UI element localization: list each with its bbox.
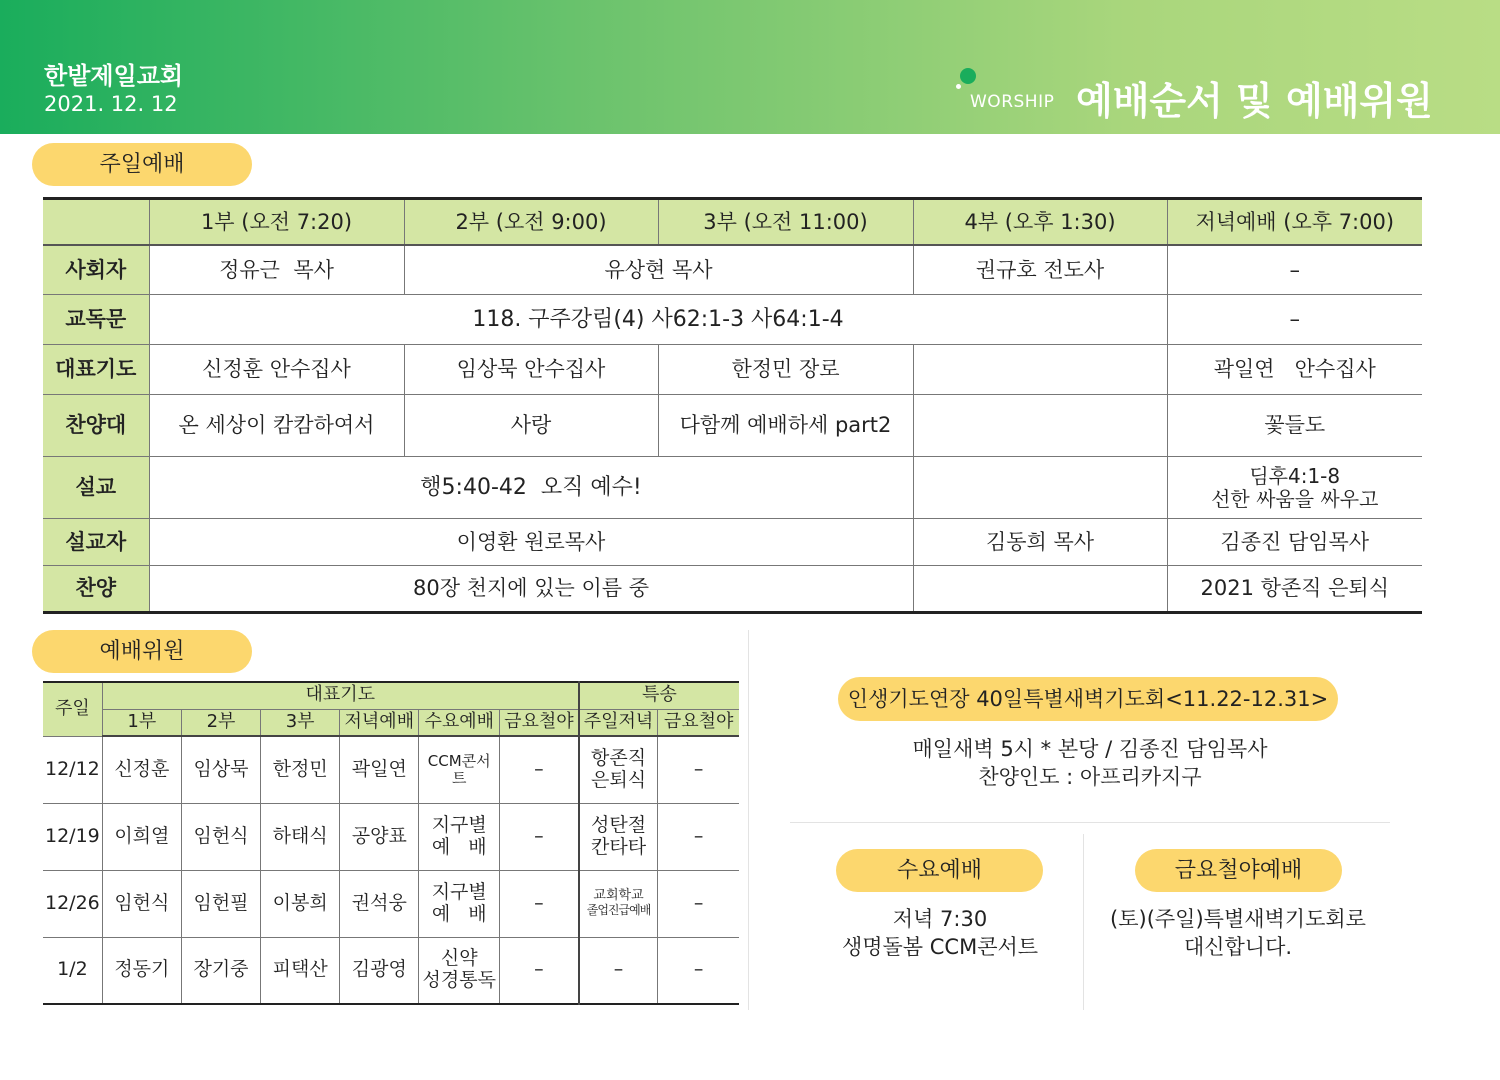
page-header <box>0 0 1500 134</box>
table-cell: 하태식 <box>261 803 340 870</box>
table-cell <box>419 937 500 1004</box>
table-cell: 신정훈 안수집사 <box>149 345 404 395</box>
header-cell: 1부 <box>102 709 181 736</box>
cell-line: 항존직 <box>591 746 647 769</box>
cell-line: 칸타타 <box>591 835 647 858</box>
header-cell: 주일 <box>43 682 102 736</box>
table-cell <box>579 736 658 803</box>
church-name: 한밭제일교회 <box>44 62 184 90</box>
worship-staff-table <box>43 681 739 1005</box>
friday-worship-label: 금요철야예배 <box>1135 849 1342 892</box>
table-row <box>43 519 1422 566</box>
table-cell: – <box>1167 245 1422 295</box>
table-cell: – <box>658 937 739 1004</box>
table-row <box>43 803 739 870</box>
wednesday-line: 저녁 7:30 <box>892 907 988 931</box>
header-cell: 저녁예배 <box>340 709 419 736</box>
cell-line: 졸업진급예배 <box>586 903 651 918</box>
dawn-prayer-line: 찬양인도 : 아프리카지구 <box>978 765 1202 789</box>
notice-divider <box>790 822 1390 823</box>
row-date: 1/2 <box>43 937 102 1004</box>
table-cell: 곽일연 안수집사 <box>1167 345 1422 395</box>
row-date: 12/12 <box>43 736 102 803</box>
row-date: 12/26 <box>43 870 102 937</box>
table-cell: 곽일연 <box>340 736 419 803</box>
table-cell: – <box>1167 295 1422 345</box>
table-cell: – <box>500 736 579 803</box>
row-label: 교독문 <box>43 295 149 345</box>
wednesday-worship-label: 수요예배 <box>836 849 1043 892</box>
table-cell <box>579 803 658 870</box>
table-header-row <box>43 199 1422 245</box>
table-cell: 김동희 목사 <box>913 519 1167 566</box>
friday-line: 대신합니다. <box>1183 935 1293 959</box>
header-cell: 4부 (오후 1:30) <box>913 199 1167 245</box>
table-row <box>43 395 1422 457</box>
row-label: 설교자 <box>43 519 149 566</box>
table-cell: 행5:40-42 오직 예수! <box>149 457 913 519</box>
sunday-worship-table <box>43 197 1422 614</box>
table-cell <box>419 803 500 870</box>
table-cell: – <box>658 736 739 803</box>
table-cell: 임상묵 안수집사 <box>404 345 658 395</box>
table-cell: 장기중 <box>181 937 260 1004</box>
cell-line: 성탄절 <box>591 813 647 836</box>
header-cell: 금요철야 <box>500 709 579 736</box>
table-cell: – <box>658 803 739 870</box>
header-cell: 저녁예배 (오후 7:00) <box>1167 199 1422 245</box>
table-cell: 꽃들도 <box>1167 395 1422 457</box>
table-cell: 신정훈 <box>102 736 181 803</box>
header-cell: 3부 (오전 11:00) <box>658 199 913 245</box>
table-header-row <box>43 682 739 709</box>
table-cell: 피택산 <box>261 937 340 1004</box>
table-cell: 한정민 <box>261 736 340 803</box>
bulletin-date: 2021. 12. 12 <box>44 92 178 116</box>
table-cell: 유상현 목사 <box>404 245 913 295</box>
header-cell: 1부 (오전 7:20) <box>149 199 404 245</box>
table-cell: 온 세상이 캄캄하여서 <box>149 395 404 457</box>
table-cell: 한정민 장로 <box>658 345 913 395</box>
table-cell: 공양표 <box>340 803 419 870</box>
table-cell: 다함께 예배하세 part2 <box>658 395 913 457</box>
friday-line: (토)(주일)특별새벽기도회로 <box>1110 907 1366 931</box>
row-label: 사회자 <box>43 245 149 295</box>
table-cell: 2021 항존직 은퇴식 <box>1167 566 1422 613</box>
cell-line: 교회학교 <box>593 888 644 904</box>
cell-line: 성경통독 <box>422 969 496 992</box>
small-dot-icon <box>956 84 961 89</box>
cell-line: 은퇴식 <box>591 768 647 791</box>
table-cell: 임헌식 <box>181 803 260 870</box>
header-cell: 주일저녁 <box>579 709 658 736</box>
table-cell: 정동기 <box>102 937 181 1004</box>
sermon-evening-scripture: 딤후4:1-8 <box>1249 463 1341 488</box>
worship-staff-label: 예배위원 <box>32 630 252 673</box>
table-row <box>43 870 739 937</box>
cell-line: 신약 <box>440 947 478 970</box>
cell-line: 지구별 <box>431 813 487 836</box>
table-cell: 80장 천지에 있는 이름 중 <box>149 566 913 613</box>
table-cell <box>579 870 658 937</box>
table-row <box>43 345 1422 395</box>
table-cell <box>1167 457 1422 519</box>
row-label: 찬양대 <box>43 395 149 457</box>
dawn-prayer-label: 인생기도연장 40일특별새벽기도회<11.22-12.31> <box>838 677 1338 721</box>
table-cell: 이영환 원로목사 <box>149 519 913 566</box>
table-cell: 이희열 <box>102 803 181 870</box>
cell-line: 예 배 <box>431 902 487 925</box>
table-cell: 김종진 담임목사 <box>1167 519 1422 566</box>
table-cell: – <box>658 870 739 937</box>
table-row <box>43 937 739 1004</box>
wednesday-worship-info <box>790 905 1090 961</box>
table-cell: 권석웅 <box>340 870 419 937</box>
table-cell: 임상묵 <box>181 736 260 803</box>
sunday-worship-label: 주일예배 <box>32 143 252 186</box>
table-cell: 임헌필 <box>181 870 260 937</box>
table-cell: 임헌식 <box>102 870 181 937</box>
header-cell: 금요철야 <box>658 709 739 736</box>
row-label: 찬양 <box>43 566 149 613</box>
header-cell: 3부 <box>261 709 340 736</box>
table-cell <box>419 870 500 937</box>
table-cell: – <box>500 803 579 870</box>
table-cell <box>913 457 1167 519</box>
table-row <box>43 295 1422 345</box>
dawn-prayer-info <box>790 735 1390 791</box>
table-cell: 사랑 <box>404 395 658 457</box>
table-cell: 정유근 목사 <box>149 245 404 295</box>
row-date: 12/19 <box>43 803 102 870</box>
header-cell: 수요예배 <box>419 709 500 736</box>
table-row <box>43 736 739 803</box>
table-row <box>43 245 1422 295</box>
table-cell: 118. 구주강림(4) 사62:1-3 사64:1-4 <box>149 295 1167 345</box>
header-cell-empty <box>43 199 149 245</box>
table-cell: 권규호 전도사 <box>913 245 1167 295</box>
row-label: 대표기도 <box>43 345 149 395</box>
dawn-prayer-line: 매일새벽 5시 * 본당 / 김종진 담임목사 <box>912 737 1268 761</box>
section-divider <box>748 630 749 1010</box>
wednesday-line: 생명돌봄 CCM콘서트 <box>841 935 1039 959</box>
worship-title: 예배순서 및 예배위원 <box>1076 79 1433 123</box>
table-cell: – <box>500 870 579 937</box>
header-group-special: 특송 <box>579 682 739 709</box>
cell-line: 지구별 <box>431 880 487 903</box>
table-header-row <box>43 709 739 736</box>
table-cell: 김광영 <box>340 937 419 1004</box>
worship-label-en: WORSHIP <box>970 92 1055 112</box>
friday-worship-info <box>1088 905 1388 961</box>
dot-icon <box>960 68 976 84</box>
table-cell <box>913 395 1167 457</box>
table-cell: CCM콘서트 <box>419 736 500 803</box>
header-cell: 2부 <box>181 709 260 736</box>
header-group-prayer: 대표기도 <box>102 682 578 709</box>
table-row <box>43 566 1422 613</box>
table-cell <box>913 566 1167 613</box>
cell-line: 예 배 <box>431 835 487 858</box>
table-cell: – <box>500 937 579 1004</box>
table-cell <box>913 345 1167 395</box>
table-cell: – <box>579 937 658 1004</box>
table-cell: 이봉희 <box>261 870 340 937</box>
table-row <box>43 457 1422 519</box>
header-cell: 2부 (오전 9:00) <box>404 199 658 245</box>
row-label: 설교 <box>43 457 149 519</box>
sermon-evening-title: 선한 싸움을 싸우고 <box>1211 486 1379 511</box>
